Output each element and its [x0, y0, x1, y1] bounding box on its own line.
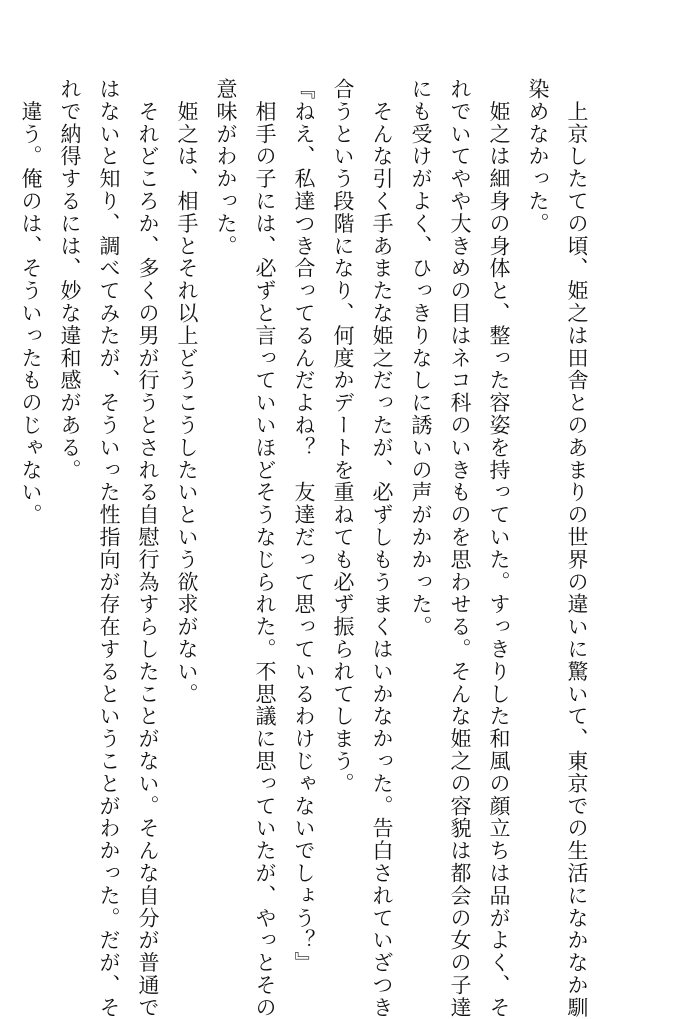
- text-line: 『ねえ、私達つき合ってるんだよね？ 友達だって思っているわけじゃないでしょう？』: [292, 78, 316, 974]
- text-line: 違う。俺のは、そういったものじゃない。: [19, 78, 43, 526]
- text-line: 合うという段階になり、何度かデートを重ねても必ず振られてしまう。: [331, 78, 355, 795]
- text-line: 意味がわかった。: [214, 78, 238, 258]
- text-line: 染めなかった。: [526, 78, 550, 235]
- text-line: れでいてやや大きめの目はネコ科のいきものを思わせる。そんな姫之の容貌は都会の女の子達: [448, 78, 472, 1019]
- text-line: 姫之は、相手とそれ以上どうこうしたいという欲求がない。: [175, 78, 199, 706]
- text-line: 相手の子には、必ずと言っていいほどそうなじられた。不思議に思っていたが、やっとその: [253, 78, 277, 1019]
- text-line: にも受けがよく、ひっきりなしに誘いの声がかかった。: [409, 78, 433, 638]
- text-line: そんな引く手あまたな姫之だったが、必ずしもうまくはいかなかった。告白されていざつき: [370, 78, 394, 1019]
- text-line: 上京したての頃、姫之は田舎とのあまりの世界の違いに驚いて、東京での生活になかなか馴: [565, 78, 589, 1019]
- text-line: はないと知り、調べてみたが、そういった性指向が存在するということがわかった。だが、そ: [97, 78, 121, 1019]
- text-line: それどころか、多くの男が行うとされる自慰行為すらしたことがない。そんな自分が普通で: [136, 78, 160, 1019]
- text-line: 姫之は細身の身体と、整った容姿を持っていた。すっきりした和風の顔立ちは品がよく、そ: [487, 78, 511, 1019]
- text-line: れで納得するには、妙な違和感がある。: [58, 78, 82, 482]
